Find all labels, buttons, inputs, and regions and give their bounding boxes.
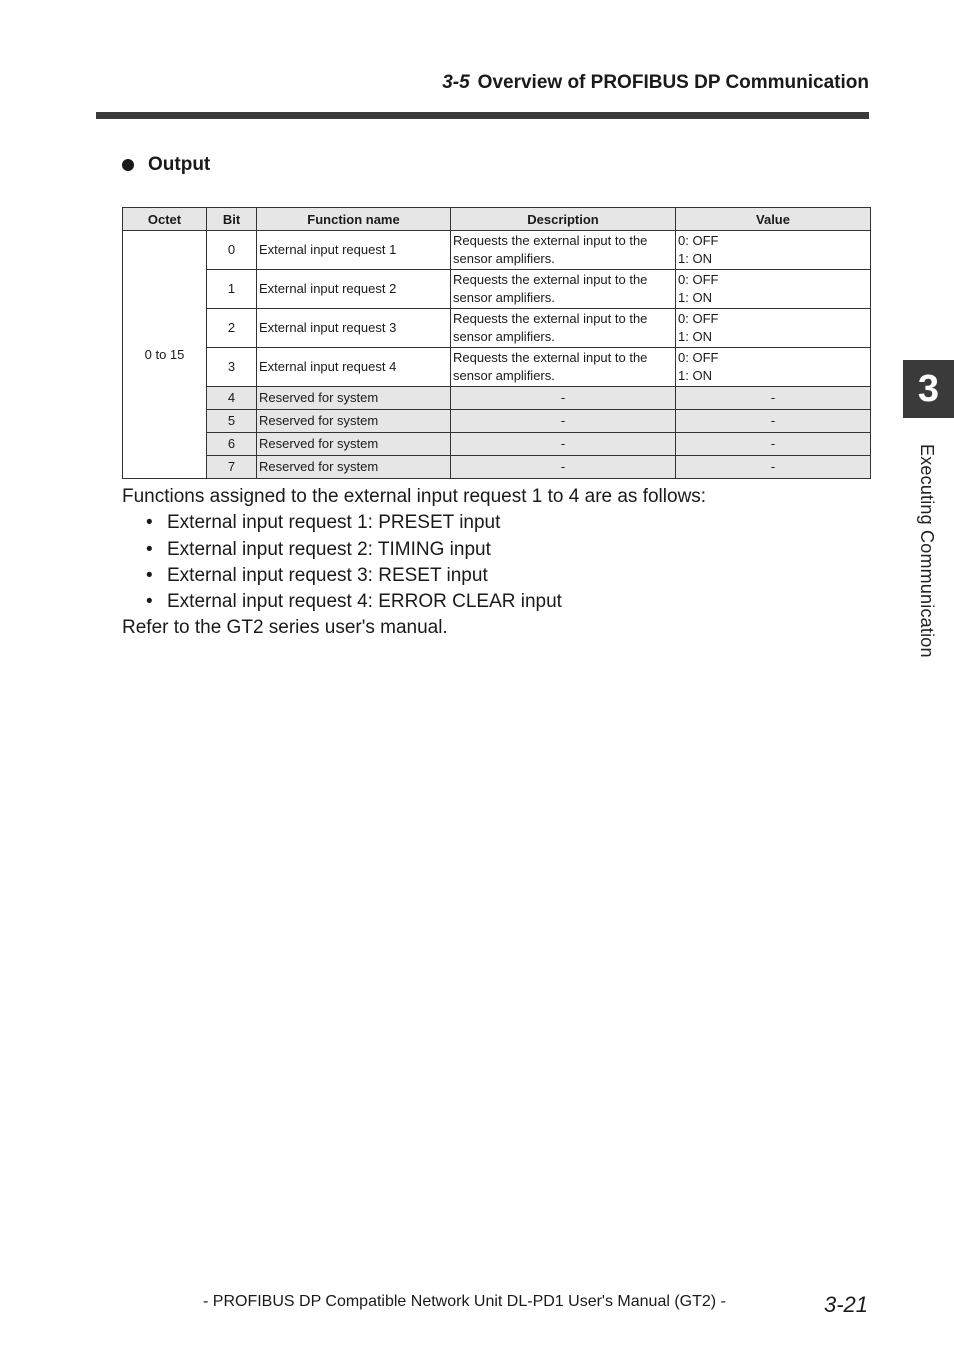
table-row [123, 387, 871, 410]
value-cell: - [676, 433, 871, 456]
col-header-bit: Bit [207, 208, 257, 231]
table-header-row [123, 208, 871, 231]
section-title: Output [148, 154, 211, 175]
octet-cell: 0 to 15 [123, 231, 207, 479]
function-cell: External input request 1 [257, 231, 451, 270]
list-item-text: External input request 4: ERROR CLEAR input [167, 591, 562, 613]
description-line: sensor amplifiers. [453, 329, 555, 344]
list-item [122, 510, 706, 536]
description-cell: - [451, 410, 676, 433]
bit-cell: 0 [207, 231, 257, 270]
description-cell [451, 348, 676, 387]
chapter-tab: 3 [903, 360, 954, 418]
table-row [123, 231, 871, 270]
function-cell: Reserved for system [257, 387, 451, 410]
description-cell [451, 231, 676, 270]
bit-cell: 1 [207, 270, 257, 309]
description-line: Requests the external input to the [453, 233, 648, 248]
description-cell: - [451, 433, 676, 456]
col-header-function: Function name [257, 208, 451, 231]
bullet-icon: • [146, 591, 153, 613]
table-row [123, 410, 871, 433]
table-row [123, 433, 871, 456]
list-item-text: External input request 2: TIMING input [167, 538, 491, 560]
bit-cell: 2 [207, 309, 257, 348]
value-line: 1: ON [678, 368, 712, 383]
intro-paragraph: Functions assigned to the external input request 1 to 4 are as follows: [122, 486, 707, 507]
description-cell: - [451, 456, 676, 479]
running-header [96, 72, 869, 94]
bit-cell: 5 [207, 410, 257, 433]
col-header-octet: Octet [123, 208, 207, 231]
value-line: 0: OFF [678, 350, 719, 365]
table-row [123, 456, 871, 479]
value-line: 0: OFF [678, 311, 719, 326]
col-header-value: Value [676, 208, 871, 231]
value-cell [676, 348, 871, 387]
col-header-description: Description [451, 208, 676, 231]
description-cell [451, 309, 676, 348]
table-row [123, 348, 871, 387]
page-number: 3-21 [823, 1292, 868, 1317]
description-line: sensor amplifiers. [453, 290, 555, 305]
function-cell: Reserved for system [257, 433, 451, 456]
description-line: Requests the external input to the [453, 350, 648, 365]
chapter-tab-label: Executing Communication [917, 444, 937, 658]
value-line: 1: ON [678, 329, 712, 344]
function-cell: Reserved for system [257, 410, 451, 433]
description-line: sensor amplifiers. [453, 368, 555, 383]
table-row [123, 309, 871, 348]
bit-cell: 6 [207, 433, 257, 456]
list-item [122, 537, 706, 563]
output-table [122, 207, 871, 479]
function-cell: External input request 3 [257, 309, 451, 348]
description-line: Requests the external input to the [453, 272, 648, 287]
footer-text: - PROFIBUS DP Compatible Network Unit DL-PD1 User's Manual (GT2) - [203, 1293, 726, 1310]
body-text [122, 484, 706, 642]
value-cell [676, 231, 871, 270]
bullet-icon: • [146, 564, 153, 586]
function-cell: Reserved for system [257, 456, 451, 479]
description-line: Requests the external input to the [453, 311, 648, 326]
value-cell: - [676, 456, 871, 479]
outro-paragraph: Refer to the GT2 series user's manual. [122, 617, 448, 639]
value-cell [676, 309, 871, 348]
description-cell [451, 270, 676, 309]
bullet-icon: • [146, 538, 153, 560]
bullet-dot-icon [122, 159, 134, 171]
bit-cell: 4 [207, 387, 257, 410]
value-cell [676, 270, 871, 309]
value-line: 1: ON [678, 290, 712, 305]
description-line: sensor amplifiers. [453, 251, 555, 266]
value-cell: - [676, 410, 871, 433]
value-cell: - [676, 387, 871, 410]
list-item-text: External input request 3: RESET input [167, 564, 488, 586]
value-line: 0: OFF [678, 233, 719, 248]
value-line: 0: OFF [678, 272, 719, 287]
list-item [122, 589, 706, 615]
table-row [123, 270, 871, 309]
header-title: Overview of PROFIBUS DP Communication [477, 72, 869, 93]
bullet-icon: • [146, 512, 153, 534]
section-heading [122, 154, 210, 176]
list-item [122, 563, 706, 589]
assignment-list [122, 510, 706, 615]
header-rule [96, 112, 869, 119]
bit-cell: 3 [207, 348, 257, 387]
bit-cell: 7 [207, 456, 257, 479]
list-item-text: External input request 1: PRESET input [167, 512, 501, 534]
section-number: 3-5 [442, 72, 470, 93]
description-cell: - [451, 387, 676, 410]
function-cell: External input request 4 [257, 348, 451, 387]
value-line: 1: ON [678, 251, 712, 266]
function-cell: External input request 2 [257, 270, 451, 309]
